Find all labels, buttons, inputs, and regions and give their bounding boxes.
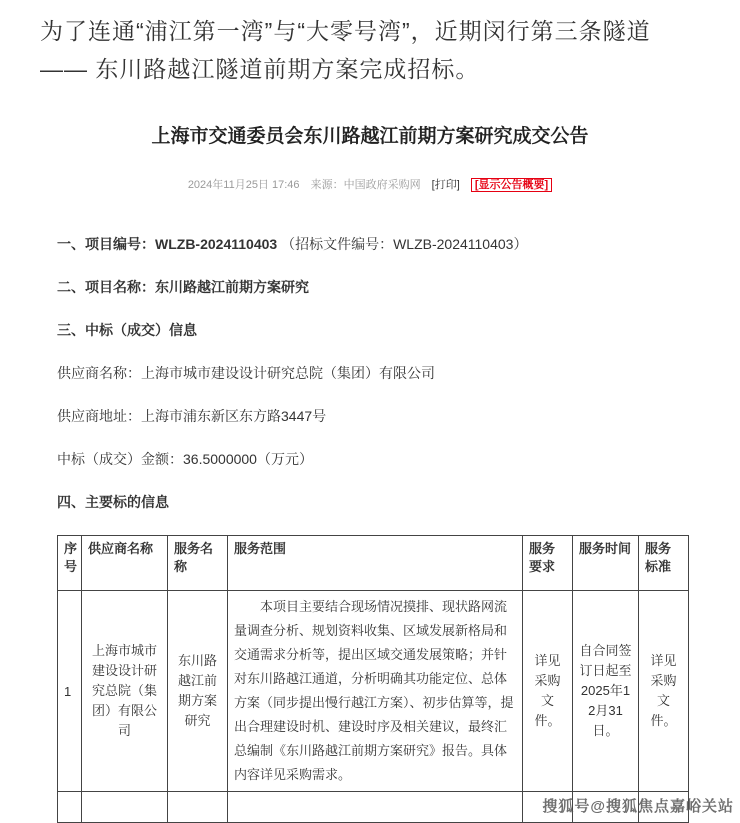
announcement-title: 上海市交通委员会东川路越江前期方案研究成交公告 <box>151 126 589 147</box>
cell-service-name: 东川路越江前期方案研究 <box>168 591 228 792</box>
cell-no: 1 <box>58 591 82 792</box>
col-header-supplier: 供应商名称 <box>82 536 168 591</box>
show-summary-link[interactable]: [显示公告概要] <box>471 178 552 192</box>
field-supplier-name: 供应商名称：上海市城市建设设计研究总院（集团）有限公司 <box>57 365 435 381</box>
award-table <box>57 535 689 823</box>
meta-line <box>40 176 700 194</box>
meta-datetime: 2024年11月25日 17:46 <box>187 179 300 191</box>
project-name-value: 东川路越江前期方案研究 <box>155 279 309 295</box>
project-number-note: （招标文件编号：WLZB-2024110403） <box>281 236 528 252</box>
cell-supplier: 上海市城市建设设计研究总院（集团）有限公司 <box>82 591 168 792</box>
field-supplier-address: 供应商地址：上海市浦东新区东方路3447号 <box>57 408 327 424</box>
col-header-time: 服务时间 <box>573 536 639 591</box>
cell-scope <box>228 591 523 792</box>
empty-cell <box>228 792 523 823</box>
col-header-requirement: 服务要求 <box>523 536 573 591</box>
empty-cell <box>168 792 228 823</box>
watermark: 搜狐号@搜狐焦点嘉峪关站 <box>542 798 734 815</box>
intro-paragraph: 为了连通“浦江第一湾”与“大零号湾”，近期闵行第三条隧道 —— 东川路越江隧道前期方案完成招标。 <box>40 18 651 82</box>
col-header-scope: 服务范围 <box>228 536 523 591</box>
cell-standard: 详见采购文件。 <box>639 591 689 792</box>
cell-time: 自合同签订日起至2025年12月31日。 <box>573 591 639 792</box>
project-number-label: 一、项目编号： <box>57 236 155 252</box>
table-header-row <box>58 536 689 591</box>
meta-source: 来源：中国政府采购网 <box>310 179 421 191</box>
heading-award-info: 三、中标（成交）信息 <box>57 322 197 338</box>
empty-cell <box>58 792 82 823</box>
field-project-name <box>57 277 688 297</box>
field-project-number <box>57 234 688 254</box>
print-link[interactable]: [打印] <box>431 179 460 191</box>
col-header-standard: 服务标准 <box>639 536 689 591</box>
project-number-value: WLZB-2024110403 <box>155 236 278 252</box>
table-row <box>58 591 689 792</box>
col-header-service-name: 服务名称 <box>168 536 228 591</box>
cell-requirement: 详见采购文件。 <box>523 591 573 792</box>
project-name-label: 二、项目名称： <box>57 279 155 295</box>
col-header-no: 序号 <box>58 536 82 591</box>
empty-cell <box>82 792 168 823</box>
announcement-body <box>40 234 700 823</box>
field-award-amount: 中标（成交）金额：36.5000000（万元） <box>57 451 313 467</box>
scope-text: 本项目主要结合现场情况摸排、现状路网流量调查分析、规划资料收集、区域发展新格局和交通需求分析等，提出区域交通发展策略；并针对东川路越江通道，分析明确其功能定位、总体方案（同步提出慢行越江方案）、初步估算等，提出合理建设时机、建设时序及相关建议，最终汇总编制《东川路越江前期方案研究》报告。具体内容详见采购需求。 <box>234 599 514 782</box>
heading-subject-info: 四、主要标的信息 <box>57 494 169 510</box>
